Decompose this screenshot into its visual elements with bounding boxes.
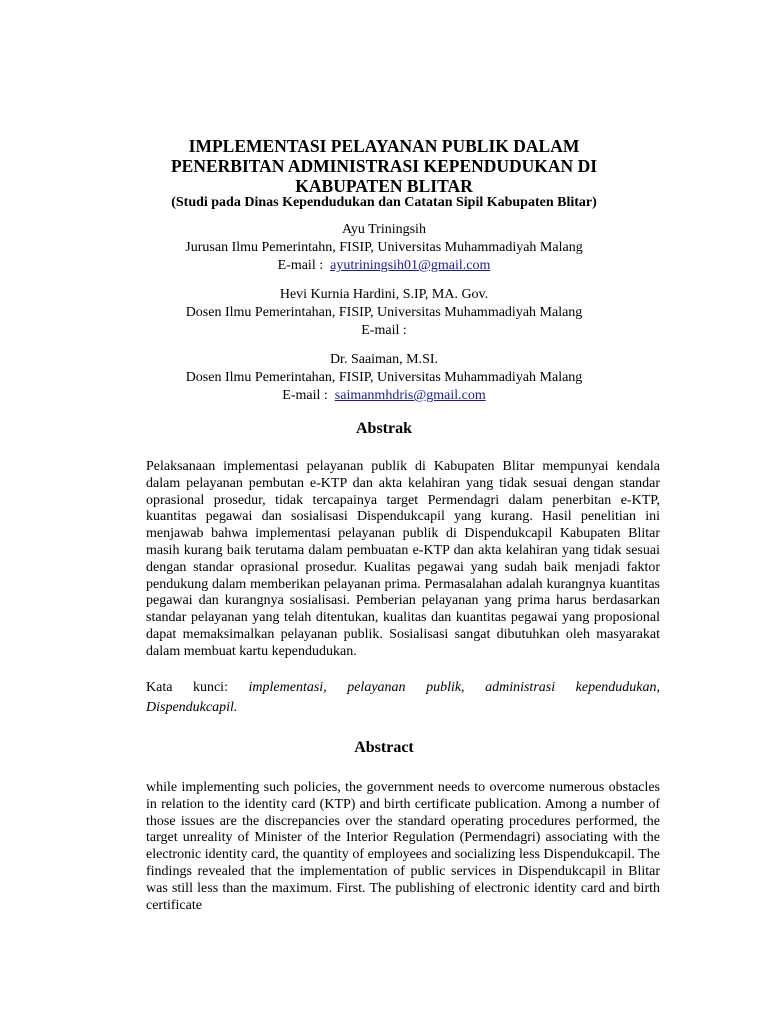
author-affiliation: Dosen Ilmu Pemerintahan, FISIP, Universitas Muhammadiyah Malang (185, 370, 583, 385)
abstract-body: while implementing such policies, the government needs to overcome numerous obstacles in relation to the identity card (KTP) and birth certificate publication. Among a number of those issues are the discrepancies over the standard operating procedures performed, the target unreality of Minister of the Interior Regulation (Permendagri) associating with the electronic identity card, the quantity of employees and socializing less Dispendukcapil. The findings revealed that the implementation of public services in Dispendukcapil in Blitar was still less than the maximum. First. The publishing of electronic identity card and birth certificate (146, 780, 660, 913)
keywords-list: implementasi, pelayanan publik, administrasi kependudukan, (248, 680, 661, 695)
abstract-heading: Abstract (354, 739, 414, 756)
author-3 (0, 351, 768, 405)
email-label: E-mail : (277, 258, 324, 273)
author-name: Dr. Saaiman, M.SI. (329, 352, 439, 367)
author-2 (0, 286, 768, 340)
keywords-label: Kata kunci: (146, 680, 228, 695)
author-name: Hevi Kurnia Hardini, S.IP, MA. Gov. (279, 287, 489, 302)
author-email-line (0, 387, 768, 405)
email-link[interactable]: saimanmhdris@gmail.com (334, 388, 486, 403)
title-line: PENERBITAN ADMINISTRASI KEPENDUDUKAN DI (170, 156, 598, 176)
author-1 (0, 221, 768, 275)
author-affiliation: Dosen Ilmu Pemerintahan, FISIP, Universitas Muhammadiyah Malang (185, 305, 583, 320)
abstrak-body: Pelaksanaan implementasi pelayanan publik di Kabupaten Blitar mempunyai kendala dalam pelayanan pembutan e-KTP dan akta kelahiran yang tidak sesuai dengan standar oprasional prosedur, tidak tercapainya target Permendagri dalam penerbitan e-KTP, kuantitas pegawai dan sosialisasi Dispendukcapil yang kurang. Hasil penelitian ini menjawab bahwa implementasi pelayanan publik di Dispendukcapil Kabupaten Blitar masih kurang baik terutama dalam pembuatan e-KTP dan akta kelahiran yang tidak sesuai dengan standar oprasional prosedur. Kualitas pegawai yang sudah baik menjadi faktor pendukung dalam memberikan pelayanan prima. Permasalahan adalah kurangnya kuantitas pegawai dan kurangnya sosialisasi. Pemberian pelayanan yang prima harus berdasarkan standar pelayanan yang telah ditentukan, kualitas dan kuantitas pegawai yang proposional dapat memaksimalkan pelayanan publik. Sosialisasi sangat dibutuhkan oleh masyarakat dalam membuat kartu kependudukan. (146, 459, 660, 659)
paper-title (0, 136, 768, 196)
title-line: IMPLEMENTASI PELAYANAN PUBLIK DALAM (188, 136, 580, 156)
author-email-line (0, 322, 768, 340)
author-email-line (0, 257, 768, 275)
keywords-continued: Dispendukcapil. (146, 700, 238, 715)
author-affiliation: Jurusan Ilmu Pemerintahn, FISIP, Universitas Muhammadiyah Malang (185, 240, 583, 255)
email-label: E-mail : (361, 323, 407, 338)
email-label: E-mail : (282, 388, 328, 403)
paper-subtitle: (Studi pada Dinas Kependudukan dan Catatan Sipil Kabupaten Blitar) (171, 195, 597, 210)
abstrak-heading: Abstrak (355, 420, 412, 437)
keywords-line (146, 677, 660, 699)
author-list (0, 221, 768, 405)
author-name: Ayu Triningsih (342, 222, 426, 237)
email-link[interactable]: ayutriningsih01@gmail.com (330, 258, 491, 273)
title-line: KABUPATEN BLITAR (295, 176, 473, 196)
